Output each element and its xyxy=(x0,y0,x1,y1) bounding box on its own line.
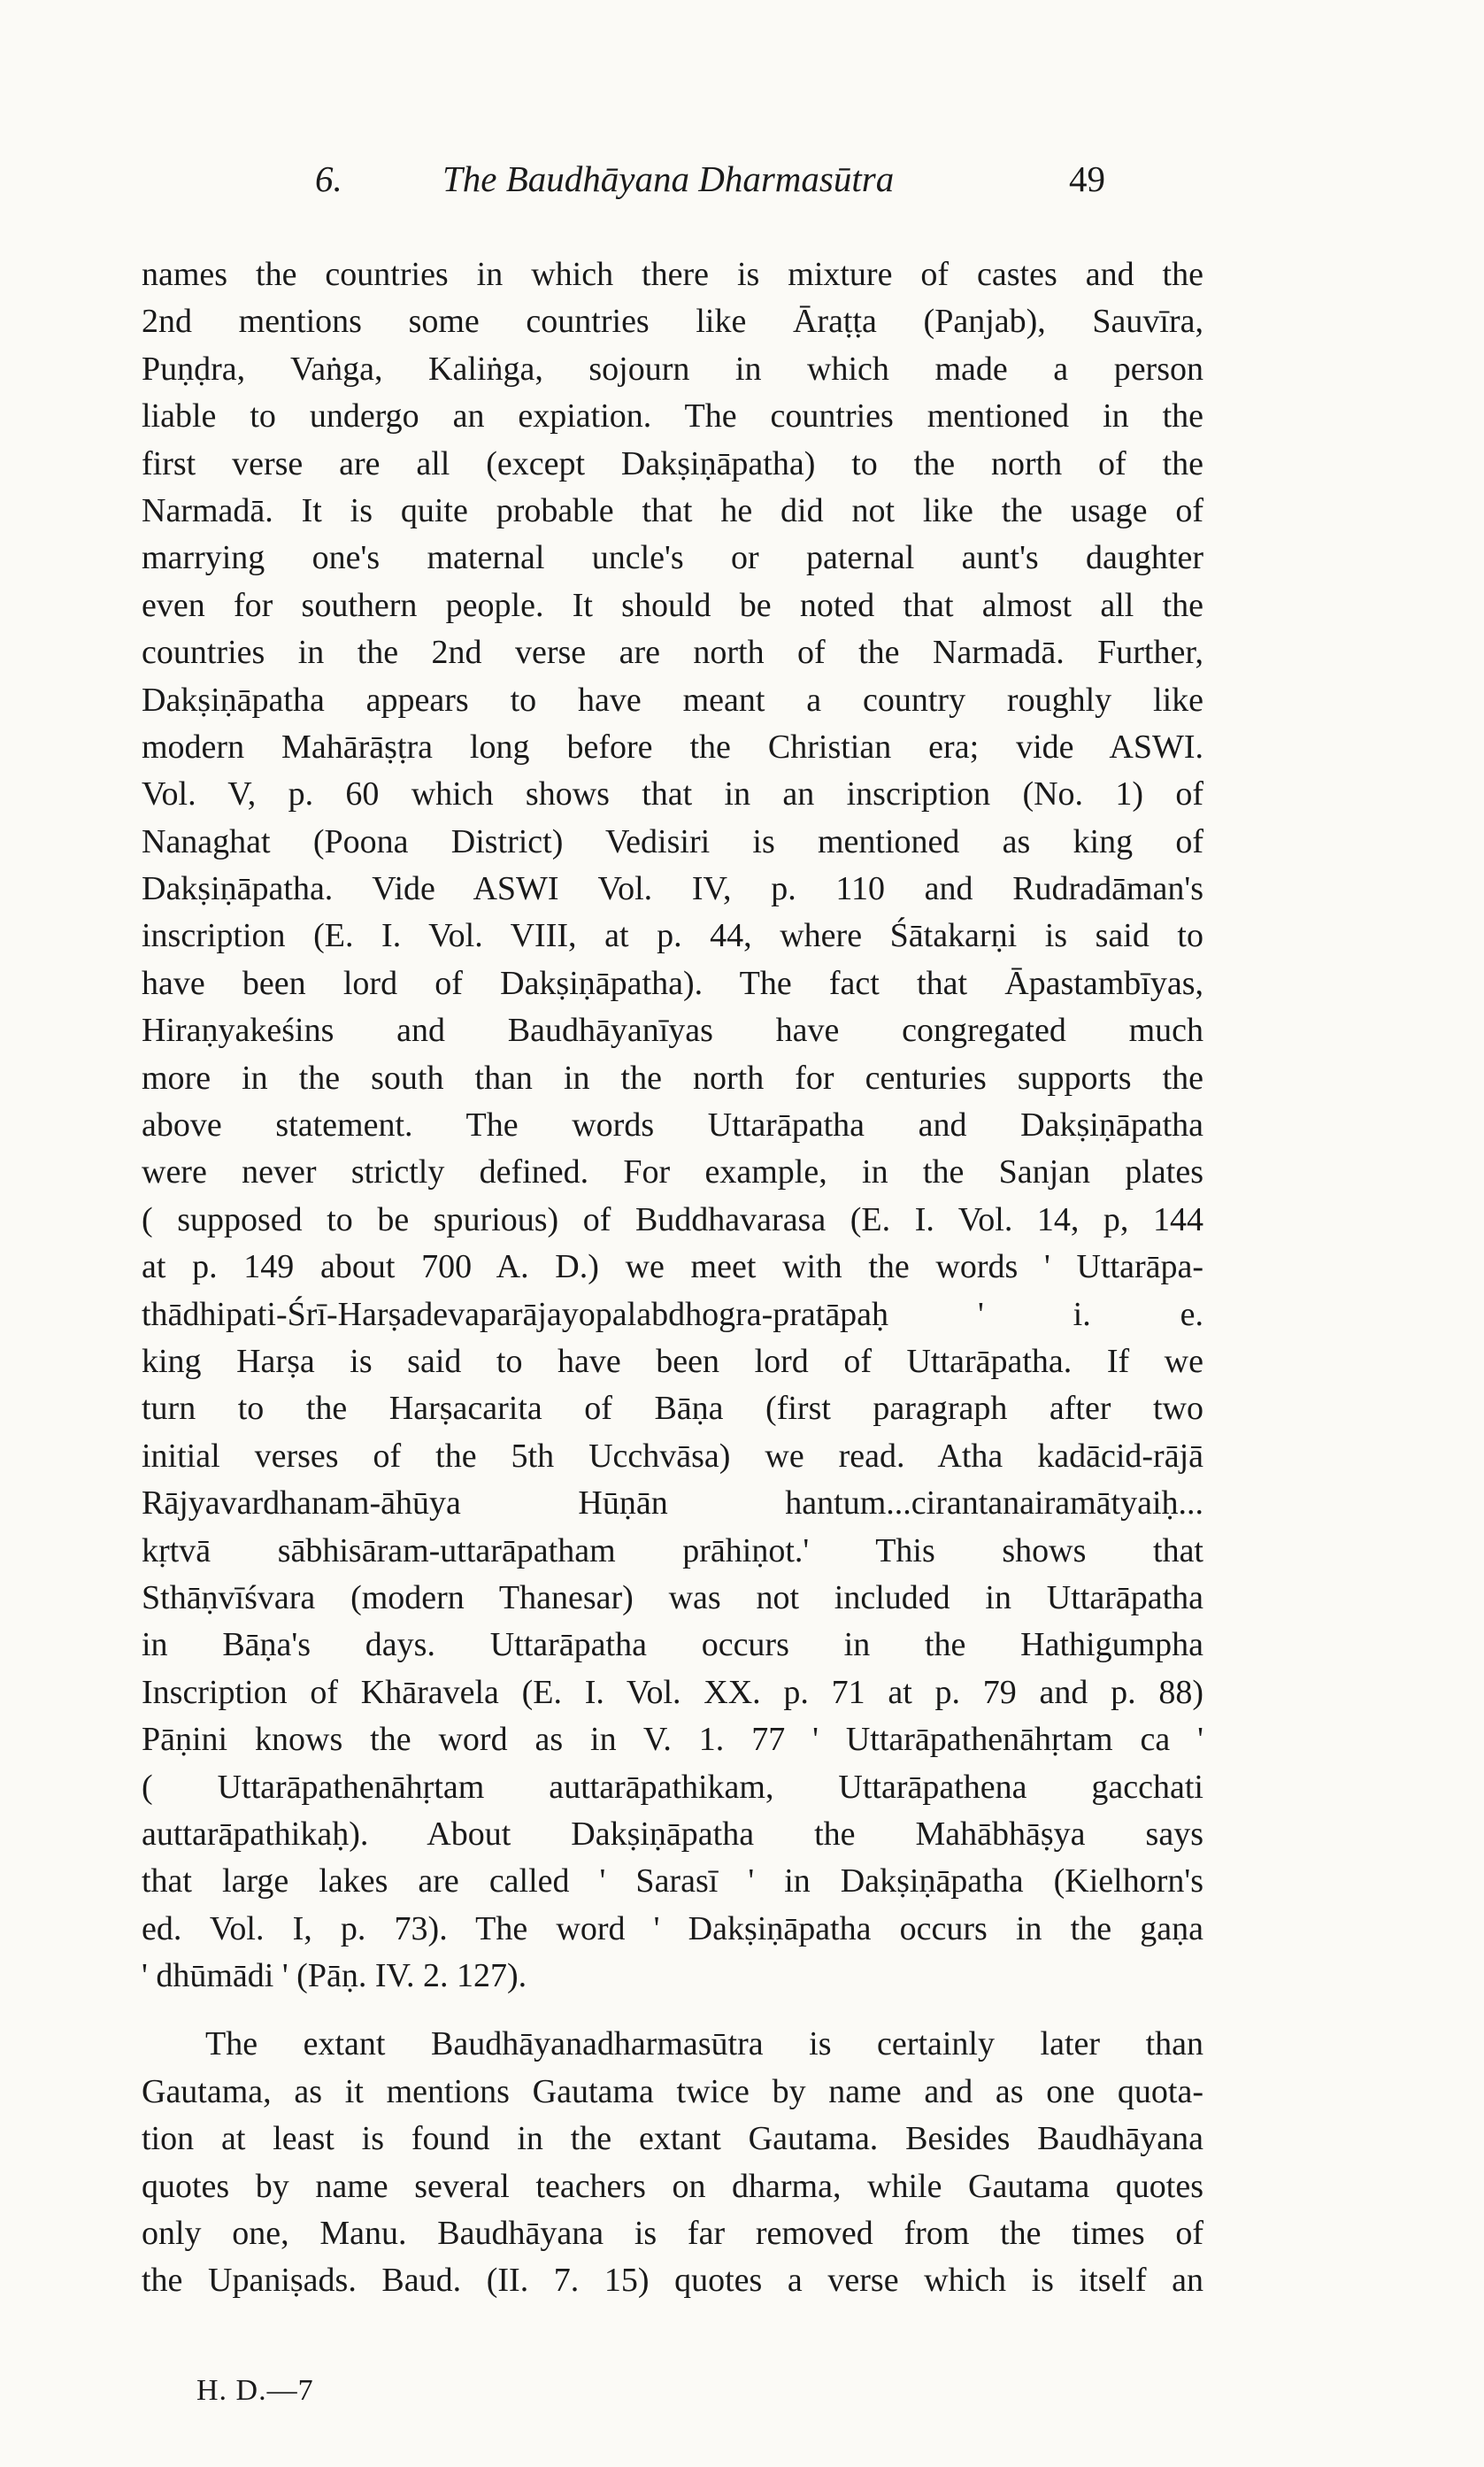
text-line: thādhipati-Śrī-Harṣadevaparājayopalabdhogra-pratāpaḥ ' i. e. xyxy=(142,1295,1203,1333)
text-line: Gautama, as it mentions Gautama twice by name and as one quota- xyxy=(142,2072,1203,2110)
text-line: Sthāṇvīśvara (modern Thanesar) was not included in Uttarāpatha xyxy=(142,1578,1203,1616)
text-line: Nanaghat (Poona District) Vedisiri is mentioned as king of xyxy=(142,822,1203,860)
text-line: ( supposed to be spurious) of Buddhavarasa (E. I. Vol. 14, p, 144 xyxy=(142,1200,1203,1238)
paragraph-2 xyxy=(142,2021,1203,2304)
text-line: 2nd mentions some countries like Āraṭṭa (Panjab), Sauvīra, xyxy=(142,303,1203,341)
text-line: even for southern people. It should be noted that almost all the xyxy=(142,586,1203,624)
text-line: Puṇḍra, Vaṅga, Kaliṅga, sojourn in which made a person xyxy=(142,350,1203,388)
text-line: inscription (E. I. Vol. VIII, at p. 44, where Śātakarṇi is said to xyxy=(142,917,1203,955)
text-line: liable to undergo an expiation. The countries mentioned in the xyxy=(142,397,1203,436)
text-line: have been lord of Dakṣiṇāpatha). The fact that Āpastambīyas, xyxy=(142,964,1203,1002)
text-line: more in the south than in the north for centuries supports the xyxy=(142,1059,1203,1097)
text-line: were never strictly defined. For example, in the Sanjan plates xyxy=(142,1153,1203,1191)
text-line: Rājyavardhanam-āhūya Hūṇān hantum...cirantanairamātyaiḥ... xyxy=(142,1484,1203,1523)
text-line: Pāṇini knows the word as in V. 1. 77 ' Uttarāpathenāhṛtam ca ' xyxy=(142,1721,1203,1759)
text-line: Vol. V, p. 60 which shows that in an inscription (No. 1) of xyxy=(142,775,1203,813)
text-line: ' dhūmādi ' (Pāṇ. IV. 2. 127). xyxy=(142,1957,527,1995)
text-line: the Upaniṣads. Baud. (II. 7. 15) quotes a verse which is itself an xyxy=(142,2262,1203,2300)
text-line: countries in the 2nd verse are north of the Narmadā. Further, xyxy=(142,634,1203,672)
text-line: Dakṣiṇāpatha. Vide ASWI Vol. IV, p. 110 and Rudradāman's xyxy=(142,870,1203,908)
text-line: king Harṣa is said to have been lord of Uttarāpatha. If we xyxy=(142,1342,1203,1380)
text-line: Dakṣiṇāpatha appears to have meant a country roughly like xyxy=(142,681,1203,719)
text-line: above statement. The words Uttarāpatha and Dakṣiṇāpatha xyxy=(142,1106,1203,1145)
text-line: quotes by name several teachers on dharma, while Gautama quotes xyxy=(142,2167,1203,2205)
text-line: ed. Vol. I, p. 73). The word ' Dakṣiṇāpatha occurs in the gaṇa xyxy=(142,1909,1203,1947)
text-line: tion at least is found in the extant Gautama. Besides Baudhāyana xyxy=(142,2120,1203,2158)
running-header xyxy=(142,158,1203,211)
text-line: Narmadā. It is quite probable that he did not like the usage of xyxy=(142,491,1203,529)
page-number: 49 xyxy=(1069,158,1105,199)
text-line: kṛtvā sābhisāram-uttarāpatham prāhiṇot.' This shows that xyxy=(142,1531,1203,1569)
text-line: initial verses of the 5th Ucchvāsa) we read. Atha kadācid-rājā xyxy=(142,1437,1203,1475)
text-line: names the countries in which there is mixture of castes and the xyxy=(142,256,1203,293)
text-line: marrying one's maternal uncle's or paternal aunt's daughter xyxy=(142,539,1203,577)
text-line: that large lakes are called ' Sarasī ' in Dakṣiṇāpatha (Kielhorn's xyxy=(142,1862,1203,1900)
running-title: The Baudhāyana Dharmasūtra xyxy=(442,158,895,199)
section-number: 6. xyxy=(315,158,342,199)
text-line: at p. 149 about 700 A. D.) we meet with the words ' Uttarāpa- xyxy=(142,1248,1203,1286)
text-line: modern Mahārāṣṭra long before the Christian era; vide ASWI. xyxy=(142,728,1203,766)
body-text xyxy=(142,251,1203,2305)
text-line: The extant Baudhāyanadharmasūtra is certainly later than xyxy=(205,2025,1203,2063)
text-line: only one, Manu. Baudhāyana is far removed from the times of xyxy=(142,2215,1203,2253)
text-line: Hiraṇyakeśins and Baudhāyanīyas have congregated much xyxy=(142,1012,1203,1050)
paragraph-1 xyxy=(142,251,1203,2000)
text-line: ( Uttarāpathenāhṛtam auttarāpathikam, Uttarāpathena gacchati xyxy=(142,1768,1203,1806)
text-line: auttarāpathikaḥ). About Dakṣiṇāpatha the Mahābhāṣya says xyxy=(142,1815,1203,1853)
text-line: turn to the Harṣacarita of Bāṇa (first paragraph after two xyxy=(142,1390,1203,1428)
text-line: Inscription of Khāravela (E. I. Vol. XX. p. 71 at p. 79 and p. 88) xyxy=(142,1673,1203,1711)
text-line: first verse are all (except Dakṣiṇāpatha) to the north of the xyxy=(142,444,1203,482)
text-line: in Bāṇa's days. Uttarāpatha occurs in the Hathigumpha xyxy=(142,1626,1203,1664)
signature-mark: H. D.—7 xyxy=(196,2374,314,2407)
